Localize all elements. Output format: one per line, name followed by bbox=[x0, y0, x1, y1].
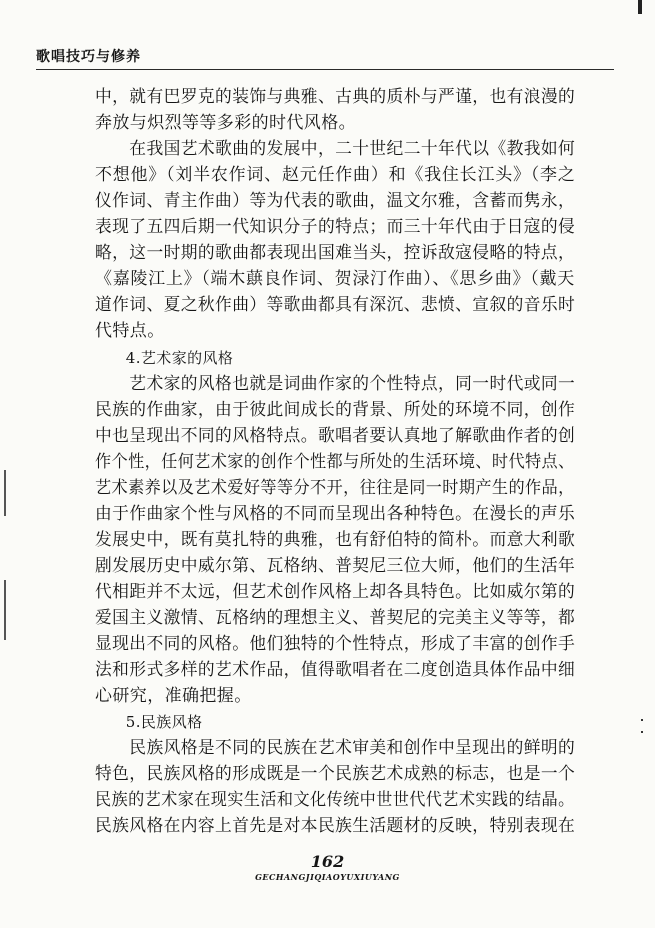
text-line: 道作词、夏之秋作曲）等歌曲都具有深沉、悲愤、宣叙的音乐时 bbox=[95, 295, 576, 316]
text-line: 中也呈现出不同的风格特点。歌唱者要认真地了解歌曲作者的创 bbox=[95, 425, 576, 446]
text-line: 民族的作曲家，由于彼此间成长的背景、所处的环境不同，创作 bbox=[95, 399, 576, 420]
text-line: 仪作词、青主作曲）等为代表的歌曲，温文尔雅，含蓄而隽永， bbox=[95, 191, 576, 212]
text-line: 奔放与炽烈等等多彩的时代风格。 bbox=[95, 113, 356, 134]
text-line: 《嘉陵江上》（端木蕻良作词、贺渌汀作曲）、《思乡曲》（戴天 bbox=[95, 269, 575, 290]
running-header-title: 歌唱技巧与修养 bbox=[36, 49, 141, 65]
text-line: 代特点。 bbox=[95, 321, 165, 342]
footer-running-title: GECHANGJIQIAOYUXIUYANG bbox=[255, 872, 400, 882]
text-line: 代相距并不太远，但艺术创作风格上却各具特色。比如威尔第的 bbox=[95, 581, 576, 602]
text-line: 表现了五四后期一代知识分子的特点；而三十年代由于日寇的侵 bbox=[95, 217, 576, 238]
text-line: 4.艺术家的风格 bbox=[95, 348, 234, 367]
text-line: 5.民族风格 bbox=[95, 713, 203, 732]
text-line: 爱国主义激情、瓦格纳的理想主义、普契尼的完美主义等等，都 bbox=[95, 608, 576, 628]
text-line: 民族风格在内容上首先是对本民族生活题材的反映，特别表现在 bbox=[95, 816, 576, 837]
text-line: 在我国艺术歌曲的发展中，二十世纪二十年代以《教我如何 bbox=[95, 139, 576, 160]
text-line: 发展史中，既有莫扎特的典雅，也有舒伯特的简朴。而意大利歌 bbox=[95, 529, 576, 550]
text-line: 由于作曲家个性与风格的不同而呈现出各种特色。在漫长的声乐 bbox=[95, 503, 576, 524]
text-line: 艺术家的风格也就是词曲作家的个性特点，同一时代或同一 bbox=[95, 373, 576, 394]
text-line: 中，就有巴罗克的装饰与典雅、古典的质朴与严谨，也有浪漫的 bbox=[95, 87, 576, 107]
text-line: 心研究，准确把握。 bbox=[95, 686, 252, 707]
text-line: 显现出不同的风格。他们独特的个性特点，形成了丰富的创作手 bbox=[95, 634, 576, 655]
text-line: 民族风格是不同的民族在艺术审美和创作中呈现出的鲜明的 bbox=[95, 738, 576, 759]
scan-speck bbox=[641, 719, 643, 721]
scan-margin-mark bbox=[4, 470, 6, 516]
text-line: 略，这一时期的歌曲都表现出国难当头，控诉敌寇侵略的特点， bbox=[95, 243, 576, 264]
text-line: 法和形式多样的艺术作品，值得歌唱者在二度创造具体作品中细 bbox=[95, 660, 576, 681]
text-line: 剧发展历史中威尔第、瓦格纳、普契尼三位大师，他们的生活年 bbox=[95, 555, 576, 576]
header-rule bbox=[36, 69, 614, 70]
text-line: 作个性，任何艺术家的创作个性都与所处的生活环境、时代特点、 bbox=[95, 451, 575, 472]
text-line: 民族的艺术家在现实生活和文化传统中世世代代艺术实践的结晶。 bbox=[95, 790, 575, 811]
text-line: 特色，民族风格的形成既是一个民族艺术成熟的标志，也是一个 bbox=[95, 764, 576, 785]
scan-edge-mark bbox=[638, 0, 642, 14]
scan-margin-mark bbox=[4, 580, 6, 640]
page-number: 162 bbox=[310, 852, 345, 871]
text-line: 艺术素养以及艺术爱好等等分不开，往往是同一时期产生的作品， bbox=[95, 477, 575, 498]
scan-speck bbox=[641, 731, 643, 733]
text-line: 不想他》（刘半农作词、赵元任作曲）和《我住长江头》（李之 bbox=[95, 165, 576, 186]
